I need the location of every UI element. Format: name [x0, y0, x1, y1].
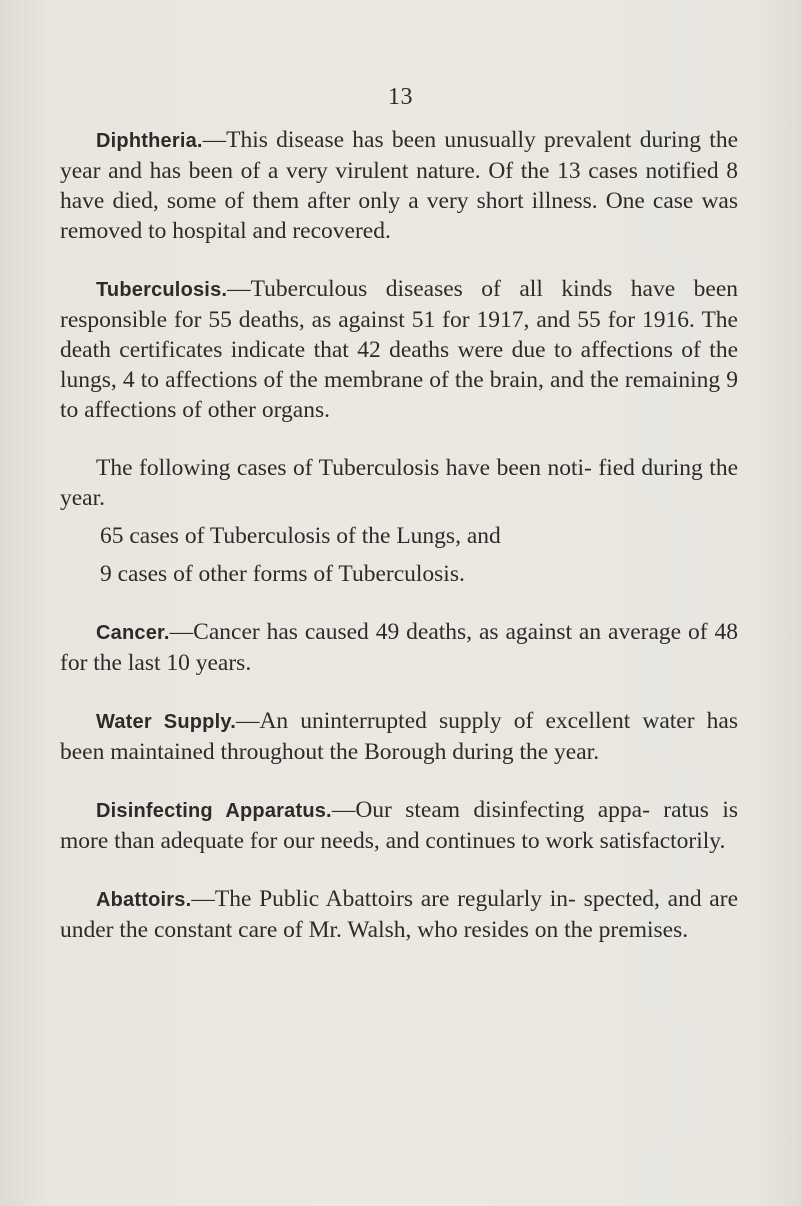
list-item: 9 cases of other forms of Tuberculosis.	[100, 561, 465, 587]
section-heading: Tuberculosis.	[96, 279, 228, 301]
section-water-supply	[60, 706, 738, 767]
list-item: 65 cases of Tuberculosis of the Lungs, and	[100, 523, 501, 549]
section-diphtheria	[60, 125, 738, 246]
section-text: —An uninterrupted supply of excellent water has been maintained throughout the Borough during the year.	[60, 708, 738, 765]
section-text: —Our steam disinfecting appa- ratus is more than adequate for our needs, and continues to work satisfactorily.	[60, 797, 738, 854]
section-disinfecting-apparatus	[60, 795, 738, 856]
section-text: —Tuberculous diseases of all kinds have been responsible for 55 deaths, as against 51 for 1917, and 55 for 1916. The death certificates indicate that 42 deaths were due to affections of the lungs, 4 to affections of the membrane of the brain, and the remaining 9 to affections of other organs.	[60, 276, 738, 423]
section-heading: Diphtheria.	[96, 130, 203, 152]
section-text: —The Public Abattoirs are regularly in- spected, and are under the constant care of Mr. Walsh, who resides on the premises.	[60, 886, 738, 943]
section-tb-notified	[60, 453, 738, 513]
section-heading: Abattoirs.	[96, 889, 192, 911]
section-heading: Disinfecting Apparatus.	[96, 800, 332, 822]
tb-case-list	[60, 521, 738, 589]
section-text: The following cases of Tuberculosis have been noti- fied during the year.	[60, 455, 738, 511]
page-number: 13	[388, 84, 413, 110]
section-cancer	[60, 617, 738, 678]
section-text: —Cancer has caused 49 deaths, as against an average of 48 for the last 10 years.	[60, 619, 738, 676]
section-tuberculosis	[60, 274, 738, 425]
section-abattoirs	[60, 884, 738, 945]
document-body	[60, 125, 738, 973]
section-heading: Water Supply.	[96, 711, 236, 733]
section-heading: Cancer.	[96, 622, 170, 644]
section-text: —This disease has been unusually prevalent during the year and has been of a very virulent nature. Of the 13 cases notified 8 have died, some of them after only a very short illness. One case was removed to hospital and recovered.	[60, 127, 738, 244]
